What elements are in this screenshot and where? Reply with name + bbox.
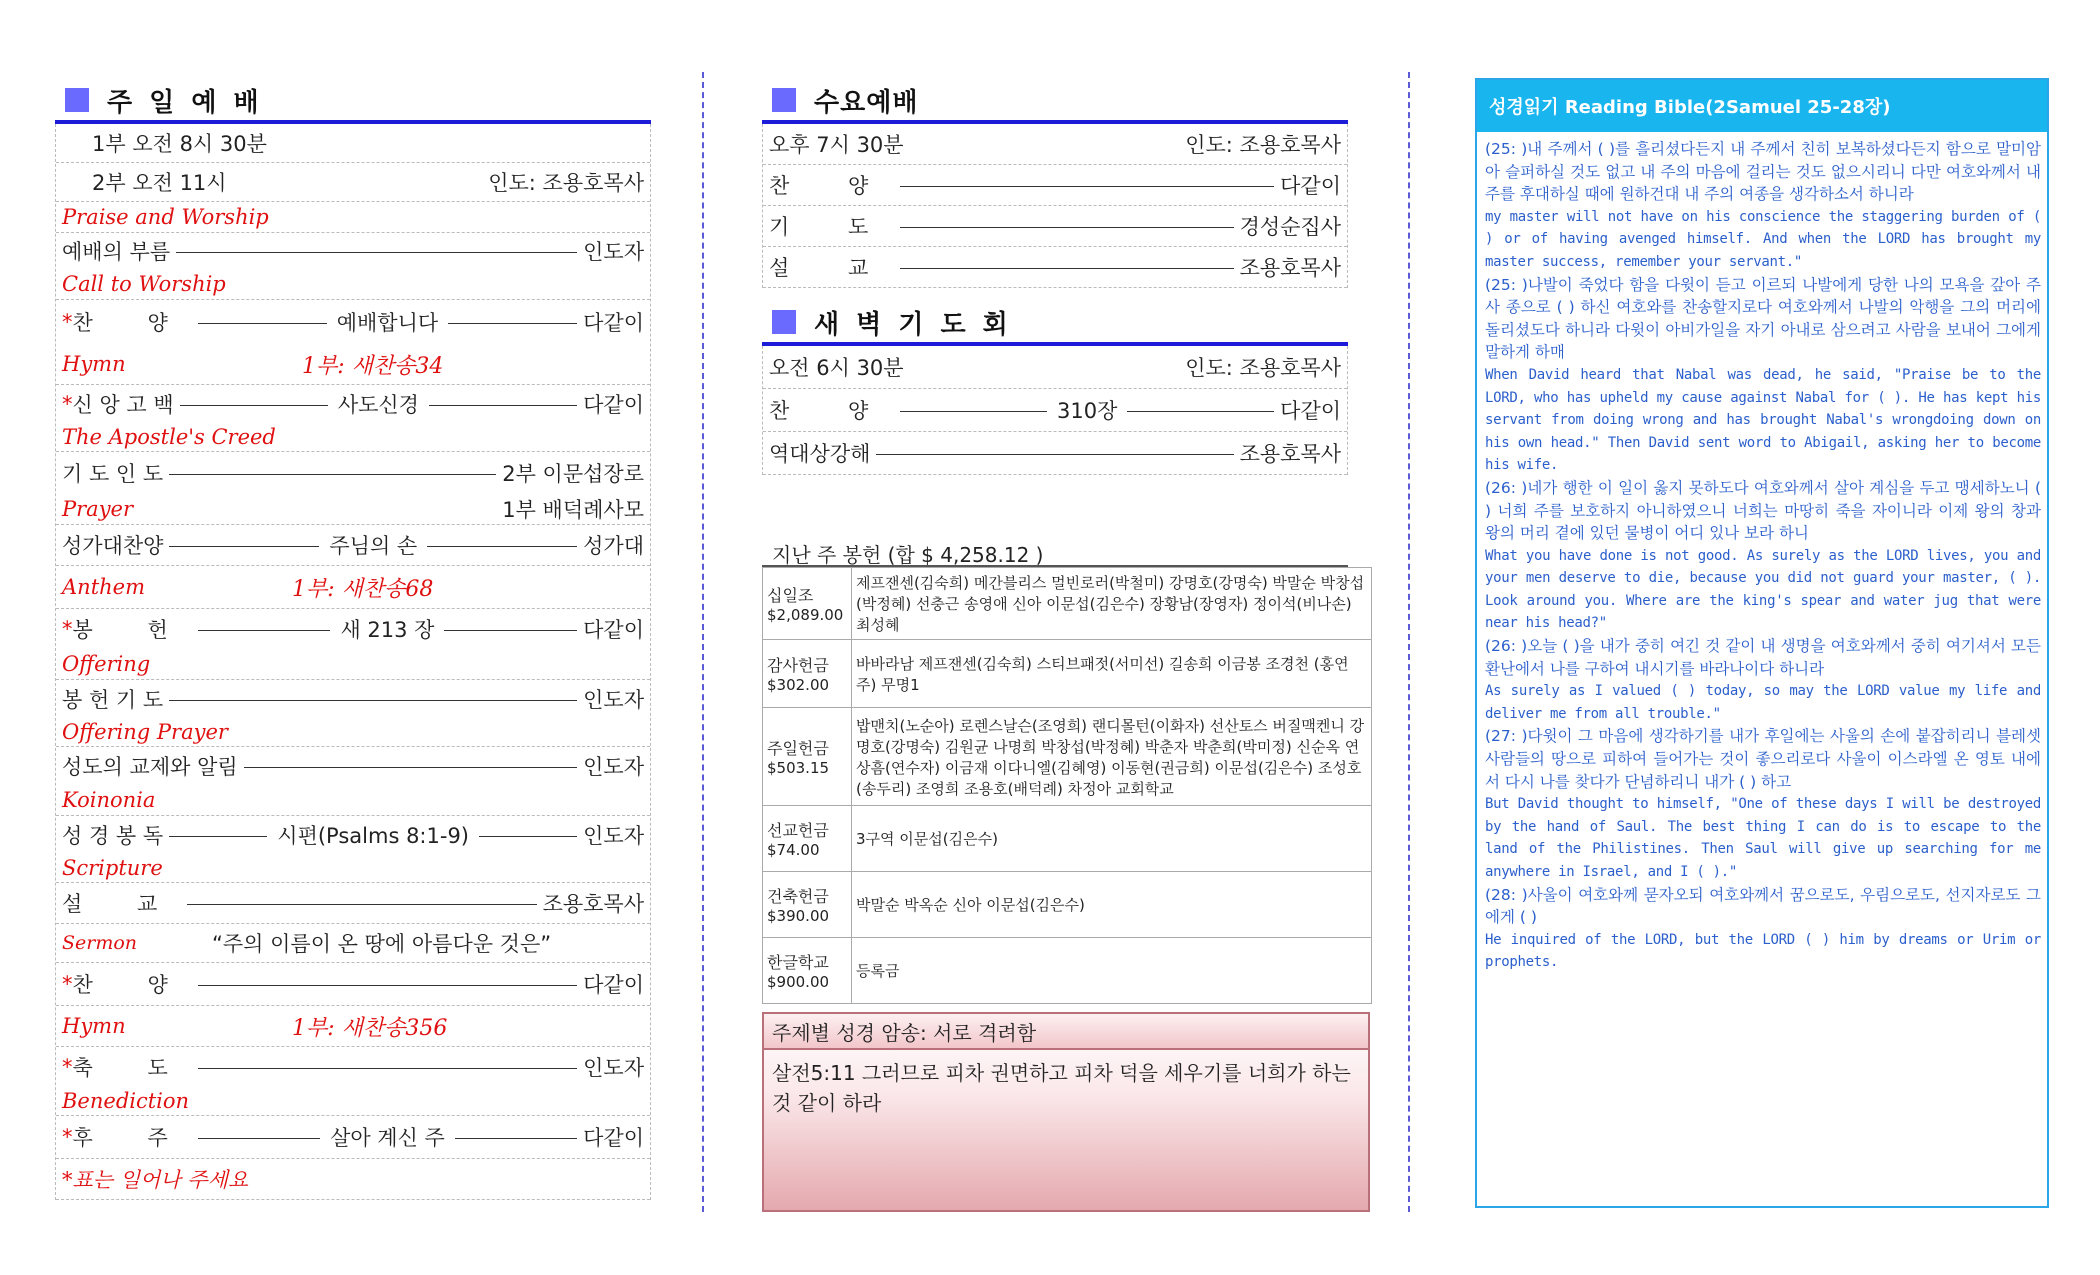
hymn2-note: 1부: 새찬송356	[292, 1015, 448, 1041]
final-right: 다같이	[583, 1126, 645, 1150]
hymn2-right: 다같이	[583, 973, 644, 997]
offering-names: 박말순 박옥순 신아 이문섭(김은수)	[852, 872, 1372, 938]
prayer-en: Prayer	[62, 497, 134, 521]
wed-row-hymn	[763, 165, 1347, 206]
sermon-en: Sermon	[62, 932, 138, 954]
script-en: Scripture	[62, 856, 163, 880]
offer-label: 봉 헌	[72, 618, 192, 642]
category-name: 한글학교	[767, 953, 829, 972]
category-amount: $74.00	[767, 841, 820, 859]
verse-text-en: my master will not have on his conscience the staggering burden of ( ) or of having avenged himself. And when the LORD has brought my master success, remember your servant."	[1485, 208, 2041, 270]
service1-row	[56, 124, 650, 163]
koin-label: 성도의 교제와 알림	[62, 755, 238, 779]
anthem-label: 성가대찬양	[62, 534, 164, 558]
bene-en-row	[56, 1087, 650, 1116]
prayer-right: 2부 이문섭장로	[502, 462, 644, 486]
creed-row: * 신 앙 고 백 사도신경 다같이	[56, 385, 650, 423]
creed-label: 신 앙 고 백	[72, 393, 174, 417]
divider-right	[1408, 72, 1410, 1212]
sermon-title: “주의 이름이 온 땅에 아름다운 것은”	[212, 932, 552, 956]
offering-category	[763, 568, 852, 640]
bible-reading-body	[1477, 132, 2047, 974]
anthem-right: 성가대	[583, 534, 644, 558]
dawn-study-row	[763, 432, 1347, 475]
sermon-right: 조용호목사	[542, 892, 644, 916]
category-name: 감사헌금	[767, 656, 829, 675]
koin-row	[56, 747, 650, 785]
script-label: 성 경 봉 독	[62, 824, 164, 848]
prayer-en-row	[56, 494, 650, 525]
verse-text-en: When David heard that Nabal was dead, he said, "Praise be to the LORD, who has upheld my cause against Nabal for ( ). He has kept his servant from doing wrong and has brought Nabal's wrongdoing down on his own head." Then David sent word to Abigail, asking her to become his wife.	[1485, 366, 2041, 474]
final-row: * 후 주 살아 계신 주 다같이	[56, 1116, 650, 1159]
offering-table	[762, 567, 1372, 1004]
script-en-row	[56, 854, 650, 883]
memory-verse-title: 주제별 성경 암송: 서로 격려함	[764, 1014, 1368, 1050]
wed-prayer-right: 경성순집사	[1239, 215, 1341, 239]
anthem-en-row	[56, 566, 650, 609]
divider-left	[702, 72, 704, 1212]
hymn1-mid: 예배합니다	[336, 311, 439, 335]
service1-time: 1부 오전 8시 30분	[92, 132, 267, 156]
bene-label: 축 도	[72, 1056, 192, 1080]
koin-right: 인도자	[583, 755, 644, 779]
offer-mid: 새 213 장	[340, 618, 435, 642]
hymn2-row: * 찬 양 다같이	[56, 963, 650, 1006]
verse-text: (27: )다윗이 그 마음에 생각하기를 내가 후일에는 사울의 손에 붙잡히리니 블레셋 사람들의 땅으로 피하여 들어가는 것이 좋으리로다 사울이 이스라엘 온 영토 내에서 다시 나를 찾다가 단념하리니 내가 ( ) 하고	[1485, 727, 2041, 791]
oprayer-label: 봉 헌 기 도	[62, 688, 164, 712]
anthem-mid: 주님의 손	[329, 534, 418, 558]
praise-en: Praise and Worship	[62, 205, 269, 229]
category-name: 주일헌금	[767, 739, 829, 758]
offer-en: Offering	[62, 652, 151, 676]
oprayer-row	[56, 680, 650, 718]
category-amount: $900.00	[767, 973, 830, 991]
offering-names: 제프잰센(김숙희) 메간블리스 멀빈로러(박철미) 강명호(강명숙) 박말순 박창섭(박정혜) 선충근 송영애 신아 이문섭(김은수) 장황남(장영자) 정이석(비나손) 최성혜	[852, 568, 1372, 640]
oprayer-en: Offering Prayer	[62, 720, 228, 744]
bene-en: Benediction	[62, 1089, 190, 1113]
wed-prayer-label: 기 도	[769, 215, 895, 239]
service2-time: 2부 오전 11시	[92, 171, 227, 195]
square-bullet-icon	[65, 88, 89, 112]
script-row	[56, 816, 650, 854]
prayer-right2: 1부 배덕례사모	[502, 498, 644, 522]
bible-reading-panel	[1475, 78, 2049, 1208]
prayer-row	[56, 452, 650, 494]
wed-time-row	[763, 124, 1347, 165]
offer-right: 다같이	[583, 618, 644, 642]
category-amount: $503.15	[767, 759, 830, 777]
verse-text: (25: )나발이 죽었다 함을 다윗이 듣고 이르되 나발에게 당한 나의 모욕을 갚아 주사 종으로 ( ) 하신 여호와를 찬송할지로다 여호와께서 나발의 악행을 그의 머리에 돌리셨도다 하니라 다윗이 아비가일을 자기 아내로 삼으려고 사람을 보내어 그에게 말하게 하매	[1485, 275, 2041, 362]
call-en-row	[56, 269, 650, 300]
final-label: 후 주	[72, 1126, 192, 1150]
wed-sermon-label: 설 교	[769, 256, 895, 280]
oprayer-right: 인도자	[583, 688, 644, 712]
praise-en-row	[56, 202, 650, 233]
verse-text-en: As surely as I valued ( ) today, so may the LORD value my life and deliver me from all trouble."	[1485, 683, 2041, 722]
offering-category	[763, 806, 852, 872]
bene-right: 인도자	[583, 1056, 644, 1080]
hymn1-row: * 찬 양 예배합니다 다같이	[56, 300, 650, 344]
anthem-en: Anthem	[62, 575, 145, 599]
verse-text-en: He inquired of the LORD, but the LORD ( ) him by dreams or Urim or prophets.	[1485, 931, 2041, 971]
category-amount: $2,089.00	[767, 606, 844, 624]
verse-text: (26: )네가 행한 이 일이 옳지 못하도다 여호와께서 살아 계심을 두고 맹세하노니 ( ) 너희 주를 보호하지 아니하였으니 너희는 마땅히 죽을 자이니라 이제 왕의 창과 왕의 머리 곁에 있던 물병이 어디 있나 보라 하니	[1485, 478, 2041, 543]
dawn-time: 오전 6시 30분	[769, 356, 904, 380]
wed-hymn-right: 다같이	[1280, 174, 1341, 198]
oprayer-en-row	[56, 718, 650, 747]
creed-right: 다같이	[583, 393, 644, 417]
sunday-service	[55, 80, 655, 1200]
creed-mid: 사도신경	[337, 393, 419, 417]
square-bullet-icon	[772, 310, 796, 334]
star-note: *표는 일어나 주세요	[62, 1168, 249, 1192]
sunday-leader: 인도: 조용호목사	[488, 171, 644, 195]
sermon-en-row	[56, 924, 650, 963]
wednesday-service	[762, 80, 1365, 1004]
offering-names: 3구역 이문섭(김은수)	[852, 806, 1372, 872]
hymn2-label: 찬 양	[72, 973, 192, 997]
dawn-study-label: 역대상강해	[769, 442, 871, 466]
table-row	[763, 568, 1372, 640]
offering-title: 지난 주 봉헌 (합 $ 4,258.12 )	[772, 543, 1044, 567]
category-amount: $302.00	[767, 676, 830, 694]
hymn2-en-row	[56, 1006, 650, 1047]
call-label: 예배의 부름	[62, 240, 171, 264]
verse-text: (28: )사울이 여호와께 묻자오되 여호와께서 꿈으로도, 우림으로도, 선지자로도 그에게 ( )	[1485, 885, 2041, 927]
wednesday-title: 수요예배	[814, 87, 919, 118]
dawn-title: 새 벽 기 도 회	[814, 309, 1012, 340]
memory-verse-box	[762, 1012, 1370, 1212]
creed-en-row	[56, 423, 650, 452]
table-row	[763, 806, 1372, 872]
dawn-hymn-right: 다같이	[1280, 399, 1342, 423]
call-right: 인도자	[583, 240, 644, 264]
wed-hymn-label: 찬 양	[769, 174, 895, 198]
star-note-row	[56, 1159, 650, 1200]
sunday-header	[55, 80, 651, 124]
table-row	[763, 640, 1372, 708]
wed-sermon-right: 조용호목사	[1239, 256, 1341, 280]
verse-text-en: But David thought to himself, "One of these days I will be destroyed by the hand of Saul. The best thing I can do is to escape to the land of the Philistines. Then Saul will give up searching for me anywhere in Israel, and I ( )."	[1485, 796, 2041, 880]
offer-row: * 봉 헌 새 213 장 다같이	[56, 609, 650, 649]
category-name: 선교헌금	[767, 821, 829, 840]
wednesday-header	[762, 80, 1348, 124]
dawn-header	[762, 302, 1348, 346]
final-mid: 살아 계신 주	[330, 1126, 445, 1150]
script-mid: 시편(Psalms 8:1-9)	[277, 824, 470, 848]
offering-names: 바바라남 제프잰센(김숙희) 스티브패젓(서미선) 길송희 이금봉 조경천 (홍연주) 무명1	[852, 640, 1372, 708]
verse-text: (26: )오늘 ( )을 내가 중히 여긴 것 같이 내 생명을 여호와께서 중히 여기셔서 모든 환난에서 나를 구하여 내시기를 바라나이다 하니라	[1485, 637, 2041, 678]
bene-row: * 축 도 인도자	[56, 1047, 650, 1087]
offering-category	[763, 872, 852, 938]
wed-row-prayer	[763, 206, 1347, 247]
anthem-note: 1부: 새찬송68	[292, 576, 434, 602]
dawn-leader: 인도: 조용호목사	[1185, 356, 1341, 380]
offering-category	[763, 708, 852, 806]
table-row	[763, 872, 1372, 938]
category-name: 건축헌금	[767, 887, 829, 906]
hymn1-label: 찬 양	[72, 311, 192, 335]
koin-en: Koinonia	[62, 788, 156, 812]
offer-en-row	[56, 649, 650, 680]
hymn1-en: Hymn	[62, 352, 126, 376]
anthem-row	[56, 525, 650, 566]
offering-category	[763, 938, 852, 1004]
sunday-title: 주 일 예 배	[107, 87, 263, 118]
call-row	[56, 233, 650, 269]
square-bullet-icon	[772, 88, 796, 112]
category-amount: $390.00	[767, 907, 830, 925]
wed-time: 오후 7시 30분	[769, 133, 904, 157]
table-row	[763, 938, 1372, 1004]
dawn-time-row	[763, 346, 1347, 389]
call-en: Call to Worship	[62, 272, 226, 296]
offering-names: 등록금	[852, 938, 1372, 1004]
hymn1-en-row	[56, 344, 650, 385]
bible-reading-title: 성경읽기 Reading Bible(2Samuel 25-28장)	[1477, 80, 2047, 132]
dawn-hymn-label: 찬 양	[769, 399, 895, 423]
wed-leader: 인도: 조용호목사	[1185, 133, 1341, 157]
service2-row	[56, 163, 650, 202]
hymn2-en: Hymn	[62, 1014, 126, 1038]
sermon-label: 설 교	[62, 892, 182, 916]
prayer-label: 기 도 인 도	[62, 462, 164, 486]
koin-en-row	[56, 785, 650, 816]
hymn1-right: 다같이	[583, 311, 645, 335]
dawn-hymn-row	[763, 389, 1347, 432]
wed-row-sermon	[763, 247, 1347, 288]
dawn-study-right: 조용호목사	[1239, 442, 1341, 466]
creed-en: The Apostle's Creed	[62, 425, 276, 449]
category-name: 십일조	[767, 586, 814, 605]
sermon-row	[56, 883, 650, 924]
script-right: 인도자	[583, 824, 644, 848]
verse-text: (25: )내 주께서 ( )를 흘리셨다든지 내 주께서 친히 보복하셨다든지 함으로 말미암아 슬퍼하실 것도 없고 내 주의 마음에 걸리는 것도 없으시리니 다만 여호와께서 내 주를 후대하실 때에 원하건대 내 주의 여종을 생각하소서 하니라	[1485, 140, 2041, 204]
hymn1-note: 1부: 새찬송34	[302, 353, 444, 379]
offering-category	[763, 640, 852, 708]
table-row	[763, 708, 1372, 806]
verse-text-en: What you have done is not good. As surely as the LORD lives, you and your men deserve to die, because you did not guard your master, ( ). Look around you. Where are the king's spear and water jug that were near his head?"	[1485, 547, 2041, 632]
offering-names: 밥맨치(노순아) 로렌스날슨(조영희) 랜디몰턴(이화자) 선산토스 버질맥켄니 강명호(강명숙) 김원균 나명희 박창섭(박정혜) 박춘자 박춘희(박미정) 신순옥 연상흠(연수자) 이금재 이다니엘(김혜영) 이동현(권금희) 이문섭(김은수) 조성호(송두리) 조영희 조용호(배덕례) 차정아 교회학교	[852, 708, 1372, 806]
dawn-hymn-mid: 310장	[1057, 399, 1118, 423]
memory-verse-text: 살전5:11 그러므로 피차 권면하고 피차 덕을 세우기를 너희가 하는 것 같이 하라	[772, 1061, 1351, 1115]
